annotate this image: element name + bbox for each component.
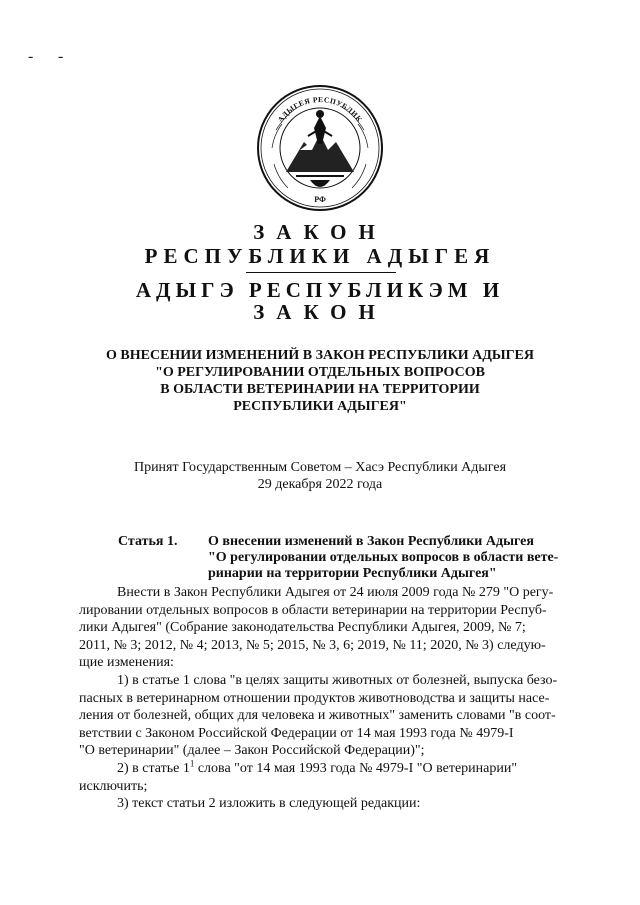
body-line: пасных в ветеринарном отношении продуктов животноводства и защиты насе-: [79, 690, 550, 706]
article-title-line: О внесении изменений в Закон Республики Адыгея: [208, 534, 534, 549]
body-line: 2011, № 3; 2012, № 4; 2013, № 5; 2015, № 3, 6; 2019, № 11; 2020, № 3) следую-: [79, 637, 546, 653]
body-line: Внести в Закон Республики Адыгея от 24 июля 2009 года № 279 "О регу-: [117, 585, 554, 600]
body-line: исключить;: [79, 778, 148, 794]
body-line: ветствии с Законом Российской Федерации от 14 мая 1993 года № 4979-I: [79, 725, 514, 741]
title-divider: [246, 272, 396, 273]
scan-mark: -: [28, 48, 34, 65]
emblem-rf-text: РФ: [314, 195, 326, 204]
body-line: лировании отдельных вопросов в области ветеринарии на территории Респуб-: [79, 602, 547, 618]
heading-line: О ВНЕСЕНИИ ИЗМЕНЕНИЙ В ЗАКОН РЕСПУБЛИКИ АДЫГЕЯ: [106, 348, 534, 363]
law-heading: [80, 347, 560, 415]
article-title-line: ринарии на территории Республики Адыгея": [208, 566, 497, 581]
heading-line: В ОБЛАСТИ ВЕТЕРИНАРИИ НА ТЕРРИТОРИИ: [160, 382, 480, 397]
article-title-line: "О регулировании отдельных вопросов в области вете-: [208, 550, 559, 565]
article-label: Статья 1.: [118, 534, 178, 549]
article-title: [208, 534, 602, 582]
law-title-line4: ЗАКОН: [253, 300, 387, 324]
body-line: "О ветеринарии" (далее – Закон Российской Федерации)";: [79, 743, 425, 759]
heading-line: "О РЕГУЛИРОВАНИИ ОТДЕЛЬНЫХ ВОПРОСОВ: [155, 365, 485, 380]
item2-superscript: 1: [189, 758, 195, 769]
scan-mark: -: [58, 48, 64, 65]
adoption-note: [80, 459, 560, 493]
body-line: ления от болезней, общих для человека и животных" заменить словами "в соот-: [79, 708, 556, 724]
body-line: лики Адыгея" (Собрание законодательства Республики Адыгея, 2009, № 7;: [79, 620, 526, 636]
body-line: щие изменения:: [79, 655, 174, 671]
item2-text-b: слова "от 14 мая 1993 года № 4979-I "О ветеринарии": [194, 760, 518, 776]
emblem-top-text: АДЫГЕЯ РЕСПУБЛИК: [275, 94, 365, 124]
adoption-date: 29 декабря 2022 года: [257, 477, 383, 492]
law-title-line1: ЗАКОН: [253, 220, 387, 244]
item2-text-a: 2) в статье 1: [117, 760, 190, 776]
heading-line: РЕСПУБЛИКИ АДЫГЕЯ": [233, 399, 407, 414]
adoption-line: Принят Государственным Советом – Хасэ Республики Адыгея: [133, 460, 507, 475]
body-line-item2: [79, 760, 599, 778]
adygea-coat-of-arms-icon: [256, 84, 384, 212]
law-title-line3: АДЫГЭ РЕСПУБЛИКЭМ И: [135, 278, 505, 302]
body-line: 3) текст статьи 2 изложить в следующей редакции:: [117, 796, 421, 812]
body-line: 1) в статье 1 слова "в целях защиты животных от болезней, выпуска безо-: [117, 672, 558, 688]
law-title-line2: РЕСПУБЛИКИ АДЫГЕЯ: [144, 244, 496, 268]
article-body: [79, 584, 599, 813]
